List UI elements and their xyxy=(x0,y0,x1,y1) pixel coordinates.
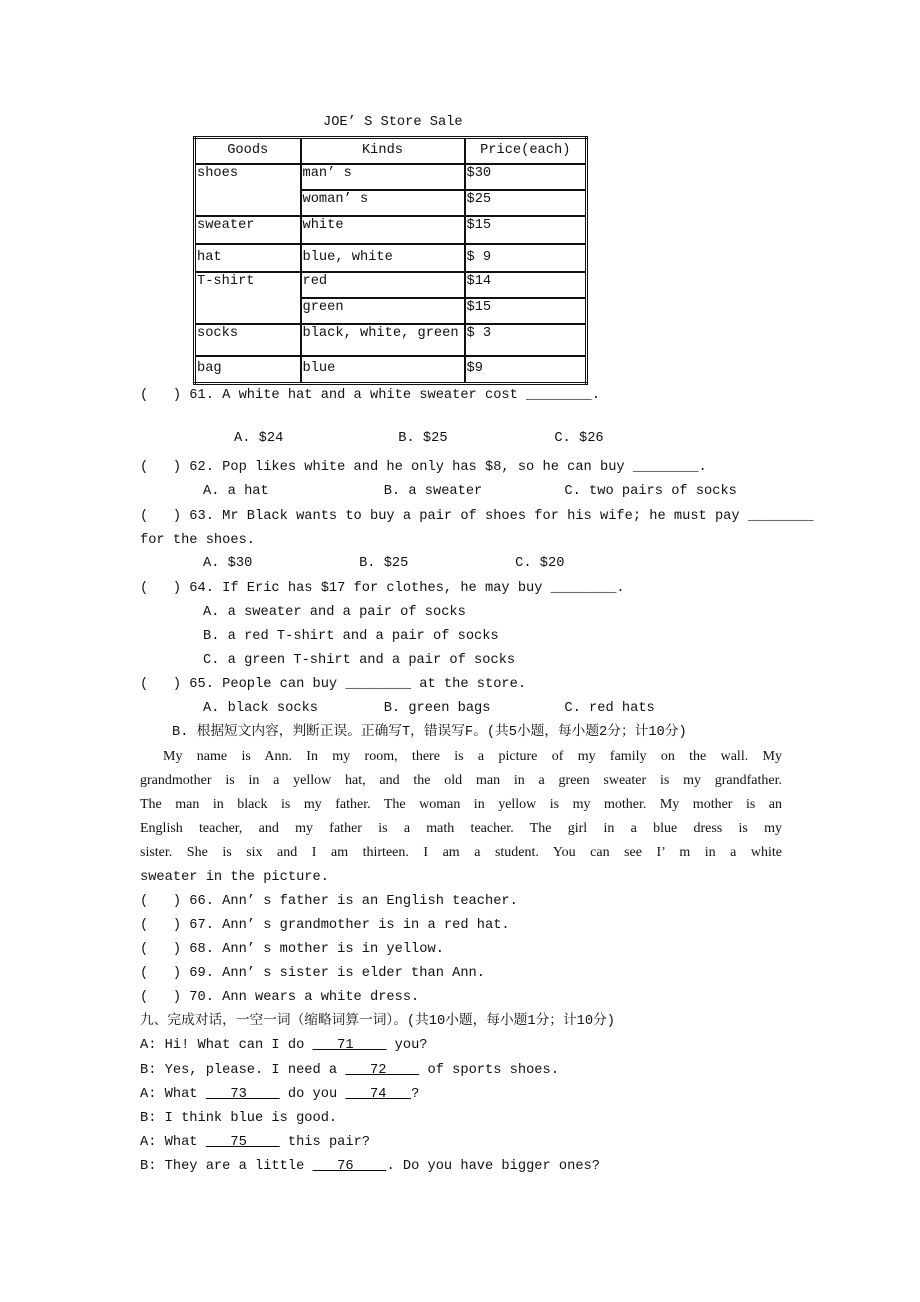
dialogue-text: B: They are a little xyxy=(140,1159,313,1174)
dialogue-line xyxy=(140,1134,370,1152)
blank-74: 74 xyxy=(345,1087,412,1102)
header-price: Price(each) xyxy=(465,138,587,164)
blank-73: 73 xyxy=(205,1087,280,1102)
options-63: A. $30 B. $25 C. $20 xyxy=(203,556,565,571)
question-63: ( ) 63. Mr Black wants to buy a pair of shoes for his wife; he must pay ________ xyxy=(140,509,814,524)
passage-line: The man in black is my father. The woman in yellow is my mother. My mother is an xyxy=(140,797,782,812)
table-title: JOE’ S Store Sale xyxy=(323,115,463,130)
passage-line: sister. She is six and I am thirteen. I am a student. You can see I’ m in a white xyxy=(140,845,782,860)
price-cell: $ 3 xyxy=(465,324,587,356)
goods-cell: sweater xyxy=(195,216,301,244)
goods-cell: socks xyxy=(195,324,301,356)
passage-line: sweater in the picture. xyxy=(140,870,329,885)
price-cell: $14 xyxy=(465,272,587,298)
dialogue-text: do you xyxy=(279,1087,346,1102)
question-62: ( ) 62. Pop likes white and he only has $8, so he can buy ________. xyxy=(140,460,707,475)
tf-item-70: ( ) 70. Ann wears a white dress. xyxy=(140,990,420,1005)
price-table xyxy=(193,136,588,385)
part-b-heading: B. 根据短文内容，判断正误。正确写T，错误写F。(共5小题，每小题2分；计10分) xyxy=(172,725,687,740)
blank-75: 75 xyxy=(205,1135,280,1150)
options-62: A. a hat B. a sweater C. two pairs of socks xyxy=(203,484,737,499)
dialogue-text: A: What xyxy=(140,1135,206,1150)
option-64-b: B. a red T-shirt and a pair of socks xyxy=(203,629,499,644)
dialogue-text: A: Hi! What can I do xyxy=(140,1038,313,1053)
dialogue-text: you? xyxy=(386,1038,428,1053)
goods-cell: bag xyxy=(195,356,301,384)
tf-item-68: ( ) 68. Ann’ s mother is in yellow. xyxy=(140,942,444,957)
dialogue-line xyxy=(140,1086,419,1104)
tf-item-66: ( ) 66. Ann’ s father is an English teacher. xyxy=(140,894,518,909)
kinds-cell: green xyxy=(301,298,465,324)
price-cell: $15 xyxy=(465,298,587,324)
kinds-cell: blue, white xyxy=(301,244,465,272)
goods-cell: shoes xyxy=(195,164,301,216)
kinds-cell: blue xyxy=(301,356,465,384)
passage-line: grandmother is in a yellow hat, and the old man in a green sweater is my grandfather. xyxy=(140,773,782,788)
dialogue-line xyxy=(140,1062,559,1080)
price-cell: $15 xyxy=(465,216,587,244)
dialogue-text: . Do you have bigger ones? xyxy=(386,1159,600,1174)
dialogue-line: B: I think blue is good. xyxy=(140,1111,338,1126)
kinds-cell: black, white, green xyxy=(301,324,465,356)
dialogue-text: ? xyxy=(411,1087,420,1102)
question-65: ( ) 65. People can buy ________ at the store. xyxy=(140,677,527,692)
goods-cell: hat xyxy=(195,244,301,272)
option-64-a: A. a sweater and a pair of socks xyxy=(203,605,466,620)
dialogue-line xyxy=(140,1158,600,1176)
question-61: ( ) 61. A white hat and a white sweater cost ________. xyxy=(140,388,600,403)
price-cell: $25 xyxy=(465,190,587,216)
dialogue-text: A: What xyxy=(140,1087,206,1102)
price-cell: $9 xyxy=(465,356,587,384)
blank-72: 72 xyxy=(345,1063,420,1078)
dialogue-text: this pair? xyxy=(279,1135,371,1150)
section-9-heading: 九、完成对话，一空一词（缩略词算一词）。(共10小题，每小题1分；计10分) xyxy=(140,1014,615,1029)
kinds-cell: man’ s xyxy=(301,164,465,190)
dialogue-text: of sports shoes. xyxy=(419,1063,559,1078)
question-64: ( ) 64. If Eric has $17 for clothes, he may buy ________. xyxy=(140,581,625,596)
price-cell: $30 xyxy=(465,164,587,190)
goods-cell: T-shirt xyxy=(195,272,301,324)
question-63-continued: for the shoes. xyxy=(140,533,255,548)
header-goods: Goods xyxy=(195,138,301,164)
tf-item-69: ( ) 69. Ann’ s sister is elder than Ann. xyxy=(140,966,485,981)
price-cell: $ 9 xyxy=(465,244,587,272)
header-kinds: Kinds xyxy=(301,138,465,164)
passage-line: My name is Ann. In my room, there is a picture of my family on the wall. My xyxy=(163,749,782,764)
blank-76: 76 xyxy=(312,1159,387,1174)
option-64-c: C. a green T-shirt and a pair of socks xyxy=(203,653,516,668)
dialogue-line xyxy=(140,1037,428,1055)
kinds-cell: white xyxy=(301,216,465,244)
kinds-cell: red xyxy=(301,272,465,298)
options-65: A. black socks B. green bags C. red hats xyxy=(203,701,655,716)
options-61: A. $24 B. $25 C. $26 xyxy=(234,431,604,446)
passage-line: English teacher, and my father is a math teacher. The girl in a blue dress is my xyxy=(140,821,782,836)
tf-item-67: ( ) 67. Ann’ s grandmother is in a red hat. xyxy=(140,918,510,933)
dialogue-text: B: Yes, please. I need a xyxy=(140,1063,346,1078)
blank-71: 71 xyxy=(312,1038,387,1053)
kinds-cell: woman’ s xyxy=(301,190,465,216)
